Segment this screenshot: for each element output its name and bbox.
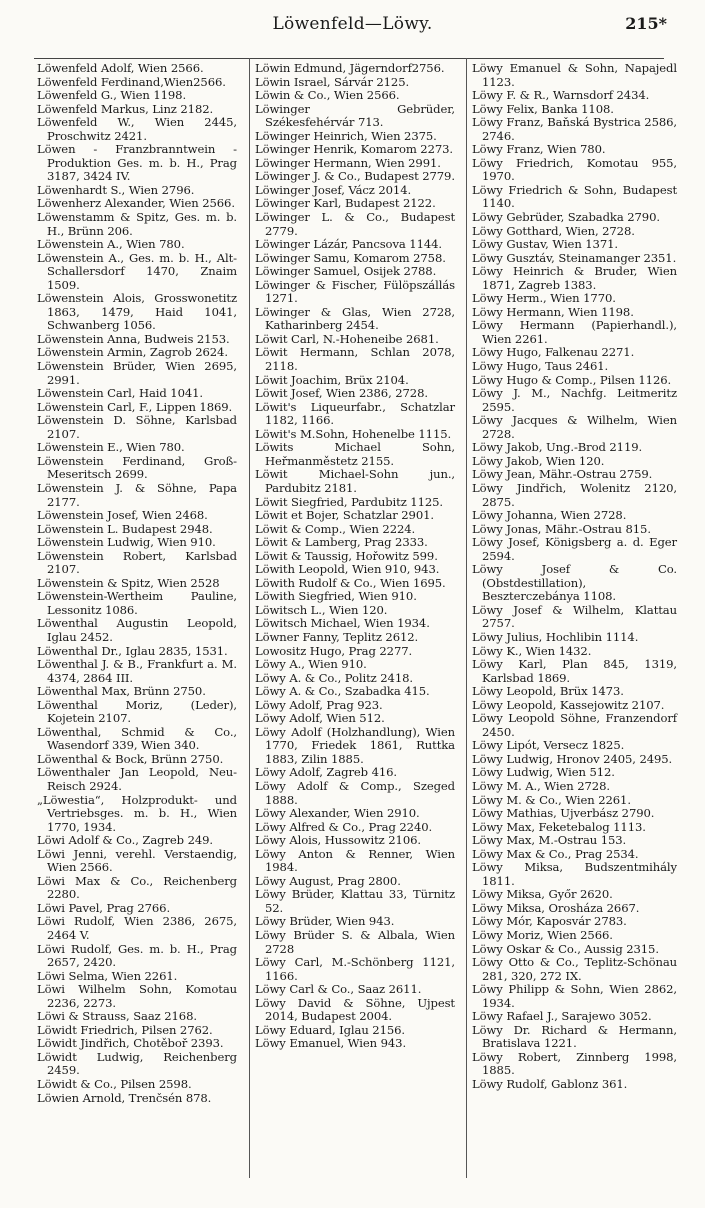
directory-entry: Löwenthal Max, Brünn 2750.	[37, 684, 206, 699]
directory-entry: Löwy Carl & Co., Saaz 2611.	[255, 982, 422, 997]
directory-entry: Löwenthal Augustin Leopold, Iglau 2452.	[37, 616, 237, 644]
directory-entry: Löwenstein Carl, Haid 1041.	[37, 386, 203, 401]
directory-entry: Löwit Josef, Wien 2386, 2728.	[255, 386, 428, 401]
directory-entry: Löwy Adolf, Wien 512.	[255, 711, 385, 726]
directory-entry: Löwy Miksa, Győr 2620.	[472, 887, 613, 902]
page-title: Löwenfeld—Löwy.	[272, 14, 433, 34]
directory-entry: Löwinger & Glas, Wien 2728, Katharinberg 2454.	[255, 304, 455, 333]
directory-entry: Löwenthal J. & B., Frankfurt a. M. 4374, 2864 III.	[37, 657, 237, 685]
directory-entry: Löwy Robert, Zinnberg 1998, 1885.	[472, 1049, 677, 1078]
column-divider	[466, 58, 467, 1178]
directory-column-1	[37, 62, 237, 1105]
directory-entry: Löwit & Lamberg, Prag 2333.	[255, 535, 428, 550]
directory-entry: Löwy Alfred & Co., Prag 2240.	[255, 819, 433, 834]
directory-entry: Löwenfeld W., Wien 2445, Proschwitz 2421.	[37, 115, 237, 143]
directory-entry: Löwinger Samu, Komarom 2758.	[255, 250, 446, 265]
directory-entry: Löwy Ludwig, Hronov 2405, 2495.	[472, 751, 673, 766]
directory-entry: Löwenfeld Ferdinand,Wien2566.	[37, 74, 226, 89]
directory-entry: Löwit's Liqueurfabr., Schatzlar 1182, 1166.	[255, 399, 455, 428]
directory-entry: Löwen - Franzbranntwein - Produktion Ges. m. b. H., Prag 3187, 3424 IV.	[37, 142, 237, 184]
directory-entry: Löwinger Karl, Budapest 2122.	[255, 196, 436, 211]
directory-entry: Löwy Jacques & Wilhelm, Wien 2728.	[472, 413, 677, 441]
directory-entry: Löwy Miksa, Budszentmihály 1811.	[472, 860, 677, 888]
directory-entry: Löwy Karl, Plan 845, 1319, Karlsbad 1869.	[472, 657, 677, 685]
directory-entry: Löwi Rudolf, Wien 2386, 2675, 2464 V.	[37, 914, 237, 942]
directory-entry: Löwin Israel, Sárvár 2125.	[255, 74, 410, 89]
directory-entry: Löwin Edmund, Jägerndorf2756.	[255, 61, 445, 75]
directory-entry: Löwy M. & Co., Wien 2261.	[472, 792, 631, 807]
directory-entry: Löwy Hermann (Papierhandl.), Wien 2261.	[472, 318, 677, 346]
directory-entry: Löwy Brüder, Klattau 33, Türnitz 52.	[255, 887, 455, 915]
directory-entry: Löwy Felix, Banka 1108.	[472, 101, 614, 116]
directory-entry: Löwenthal, Schmid & Co., Wasendorf 339, Wien 340.	[37, 724, 237, 753]
directory-entry: Löwy Johanna, Wien 2728.	[472, 508, 627, 523]
directory-entry: Löwidt Friedrich, Pilsen 2762.	[37, 1022, 213, 1037]
directory-entry: Löwy Hermann, Wien 1198.	[472, 304, 634, 319]
directory-entry: Löwenthal & Bock, Brünn 2750.	[37, 751, 224, 766]
directory-entry: Löwenthal Moriz, (Leder), Kojetein 2107.	[37, 697, 237, 726]
directory-entry: Löwy Gotthard, Wien, 2728.	[472, 223, 635, 238]
directory-entry: Löwenstein L. Budapest 2948.	[37, 521, 213, 536]
directory-entry: Löwy Franz, Baňská Bystrica 2586, 2746.	[472, 115, 677, 143]
directory-entry: Löwy Emanuel & Sohn, Napajedl 1123.	[472, 61, 677, 89]
directory-entry: Löwy Max, Feketebalog 1113.	[472, 819, 646, 834]
directory-entry: Löwy Friedrich, Komotau 955, 1970.	[472, 155, 677, 184]
directory-entry: Löwenstein A., Wien 780.	[37, 237, 185, 252]
directory-entry: Löwin & Co., Wien 2566.	[255, 88, 400, 103]
directory-entry: Löwy A. & Co., Politz 2418.	[255, 670, 413, 685]
directory-entry: Löwy Miksa, Orosháza 2667.	[472, 900, 640, 915]
directory-entry: Löwy K., Wien 1432.	[472, 643, 592, 658]
directory-entry: Löwi Jenni, verehl. Verstaendig, Wien 2566.	[37, 846, 237, 875]
directory-entry: Löwy Josef, Königsberg a. d. Eger 2594.	[472, 535, 677, 563]
directory-entry: Löwenthaler Jan Leopold, Neu-Reisch 2924.	[37, 765, 237, 793]
directory-entry: Löwy Hugo & Comp., Pilsen 1126.	[472, 372, 672, 387]
directory-entry: Löwy J. M., Nachfg. Leitmeritz 2595.	[472, 386, 677, 414]
directory-entry: Löwy Brüder S. & Albala, Wien 2728	[255, 928, 455, 956]
directory-entry: Löwy Heinrich & Bruder, Wien 1871, Zagreb 1383.	[472, 264, 677, 292]
directory-entry: Löwi Rudolf, Ges. m. b. H., Prag 2657, 2420.	[37, 941, 237, 970]
directory-entry: Löwenstein Ludwig, Wien 910.	[37, 535, 216, 550]
directory-entry: Löwenstamm & Spitz, Ges. m. b. H., Brünn 206.	[37, 210, 237, 238]
directory-entry: Löwenfeld Markus, Linz 2182.	[37, 101, 214, 116]
directory-column-3	[472, 62, 677, 1092]
directory-entry: Löwi Max & Co., Reichenberg 2280.	[37, 873, 237, 902]
directory-entry: Löwy Adolf & Comp., Szeged 1888.	[255, 778, 455, 807]
directory-column-2	[255, 62, 455, 1051]
directory-entry: Löwy Oskar & Co., Aussig 2315.	[472, 941, 659, 956]
directory-entry: Löwi Selma, Wien 2261.	[37, 968, 178, 983]
directory-entry: Löwenfeld Adolf, Wien 2566.	[37, 61, 204, 75]
directory-entry: Löwinger Hermann, Wien 2991.	[255, 155, 441, 170]
directory-entry: Löwenstein & Spitz, Wien 2528	[37, 575, 220, 590]
directory-entry: Löwenstein D. Söhne, Karlsbad 2107.	[37, 413, 237, 441]
directory-entry: Löwy Brüder, Wien 943.	[255, 914, 395, 929]
directory-entry: Löwy Alois, Hussowitz 2106.	[255, 833, 421, 848]
directory-entry: Löwitsch Michael, Wien 1934.	[255, 616, 430, 631]
directory-entry: Löwinger Josef, Vácz 2014.	[255, 182, 412, 197]
directory-entry: Löwy Jindřich, Wolenitz 2120, 2875.	[472, 480, 677, 509]
directory-entry: Löwy Jean, Mähr.-Ostrau 2759.	[472, 467, 653, 482]
directory-entry: Löwy Eduard, Iglau 2156.	[255, 1022, 406, 1037]
directory-entry: Löwy Leopold, Kassejowitz 2107.	[472, 697, 665, 712]
directory-entry: Löwenstein Brüder, Wien 2695, 2991.	[37, 359, 237, 387]
directory-entry: Löwinger Lázár, Pancsova 1144.	[255, 237, 442, 252]
directory-entry: Löwy Alexander, Wien 2910.	[255, 806, 420, 821]
directory-entry: Löwinger & Fischer, Fülöpszállás 1271.	[255, 277, 455, 306]
directory-entry: Löwenstein A., Ges. m. b. H., Alt-Schallersdorf 1470, Znaim 1509.	[37, 250, 237, 292]
directory-entry: Löwy Philipp & Sohn, Wien 2862, 1934.	[472, 982, 677, 1010]
directory-entry: Löwit & Comp., Wien 2224.	[255, 521, 416, 536]
directory-entry: Löwy Jakob, Ung.-Brod 2119.	[472, 440, 643, 455]
directory-entry: Löwinger J. & Co., Budapest 2779.	[255, 169, 455, 184]
directory-entry: Löwenstein Robert, Karlsbad 2107.	[37, 548, 237, 577]
directory-entry: Löwit Hermann, Schlan 2078, 2118.	[255, 345, 455, 374]
directory-entry: Löwy F. & R., Warnsdorf 2434.	[472, 88, 650, 103]
directory-entry: Löwy Anton & Renner, Wien 1984.	[255, 846, 455, 875]
directory-entry: Löwner Fanny, Teplitz 2612.	[255, 629, 419, 644]
directory-entry: Löwi Pavel, Prag 2766.	[37, 900, 171, 915]
directory-entry: Löwy A., Wien 910.	[255, 657, 367, 672]
directory-entry: Löwy Julius, Hochlibin 1114.	[472, 629, 639, 644]
directory-entry: Löwenstein Alois, Grosswonetitz 1863, 1479, Haid 1041, Schwanberg 1056.	[37, 291, 237, 333]
directory-entry: Löwy Adolf (Holzhandlung), Wien 1770, Friedek 1861, Ruttka 1883, Zilin 1885.	[255, 724, 455, 766]
directory-entry: Löwien Arnold, Trenčsén 878.	[37, 1090, 212, 1105]
directory-entry: Löwy Dr. Richard & Hermann, Bratislava 1221.	[472, 1022, 677, 1051]
directory-entry: Löwidt Jindřich, Chotěboř 2393.	[37, 1036, 224, 1051]
directory-entry: Löwenstein-Wertheim Pauline, Lessonitz 1086.	[37, 589, 237, 617]
page-header	[0, 14, 705, 40]
directory-entry: Löwy Emanuel, Wien 943.	[255, 1036, 407, 1051]
header-rule	[34, 58, 664, 59]
directory-entry: Löwy Josef & Co. (Obstdestillation), Beszterczebánya 1108.	[472, 562, 677, 604]
directory-entry: Löwits Michael Sohn, Heřmanměstetz 2155.	[255, 440, 455, 468]
directory-entry: Löwenstein Anna, Budweis 2153.	[37, 331, 230, 346]
directory-entry: Löwenhardt S., Wien 2796.	[37, 182, 195, 197]
directory-entry: Löwidt Ludwig, Reichenberg 2459.	[37, 1049, 237, 1078]
directory-entry: Löwit et Bojer, Schatzlar 2901.	[255, 508, 434, 523]
directory-entry: Löwy Rudolf, Gablonz 361.	[472, 1077, 628, 1092]
directory-entry: Löwinger Heinrich, Wien 2375.	[255, 128, 437, 143]
directory-entry: Löwenstein E., Wien 780.	[37, 440, 185, 455]
directory-entry: Löwit Joachim, Brüx 2104.	[255, 372, 409, 387]
directory-entry: Löwy Leopold, Brüx 1473.	[472, 684, 624, 699]
directory-entry: Löwith Rudolf & Co., Wien 1695.	[255, 575, 446, 590]
directory-entry: Löwy August, Prag 2800.	[255, 873, 401, 888]
directory-entry: Löwinger Henrik, Komarom 2273.	[255, 142, 453, 157]
directory-entry: Löwenherz Alexander, Wien 2566.	[37, 196, 235, 211]
directory-entry: Löwy Hugo, Falkenau 2271.	[472, 345, 635, 360]
directory-entry: Löwit Carl, N.-Hoheneibe 2681.	[255, 331, 439, 346]
directory-entry: Löwy Josef & Wilhelm, Klattau 2757.	[472, 602, 677, 631]
directory-entry: Löwy Hugo, Taus 2461.	[472, 359, 609, 374]
directory-entry: Löwenstein J. & Söhne, Papa 2177.	[37, 480, 237, 509]
directory-entry: Löwy Mathias, Ujverbász 2790.	[472, 806, 655, 821]
directory-entry: Löwith Leopold, Wien 910, 943.	[255, 562, 440, 577]
directory-entry: Löwy Otto & Co., Teplitz-Schönau 281, 320, 272 IX.	[472, 955, 677, 983]
directory-entry: Löwy Jonas, Mähr.-Ostrau 815.	[472, 521, 651, 536]
directory-entry: Löwy Gustav, Wien 1371.	[472, 237, 618, 252]
directory-entry: Löwy Ludwig, Wien 512.	[472, 765, 615, 780]
directory-entry: Löwy Gebrüder, Szabadka 2790.	[472, 210, 660, 225]
column-divider	[249, 58, 250, 1178]
directory-entry: Löwy Gusztáv, Steinamanger 2351.	[472, 250, 677, 265]
directory-entry: Löwenthal Dr., Iglau 2835, 1531.	[37, 643, 228, 658]
directory-entry: Löwy Moriz, Wien 2566.	[472, 928, 613, 942]
directory-entry: Löwy Max, M.-Ostrau 153.	[472, 833, 627, 848]
directory-entry: Löwy Leopold Söhne, Franzendorf 2450.	[472, 711, 677, 739]
directory-entry: Löwenstein Armin, Zagrob 2624.	[37, 345, 228, 360]
directory-entry: Löwy A. & Co., Szabadka 415.	[255, 684, 430, 699]
directory-entry: Löwy Friedrich & Sohn, Budapest 1140.	[472, 182, 677, 211]
directory-entry: Löwith Siegfried, Wien 910.	[255, 589, 417, 604]
directory-entry: Löwy M. A., Wien 2728.	[472, 778, 610, 793]
directory-entry: Löwi Adolf & Co., Zagreb 249.	[37, 833, 213, 848]
directory-entry: Löwy Adolf, Zagreb 416.	[255, 765, 397, 780]
directory-entry: Löwy Lipót, Versecz 1825.	[472, 738, 625, 753]
directory-entry: Löwitsch L., Wien 120.	[255, 602, 388, 617]
directory-entry: Löwy Rafael J., Sarajewo 3052.	[472, 1009, 652, 1024]
directory-entry: Löwenstein Ferdinand, Groß-Meseritsch 2699.	[37, 453, 237, 482]
directory-entry: Löwy Franz, Wien 780.	[472, 142, 606, 157]
directory-entry: Löwy Herm., Wien 1770.	[472, 291, 616, 306]
directory-entry: Löwy Jakob, Wien 120.	[472, 453, 605, 468]
directory-entry: Löwy David & Söhne, Ujpest 2014, Budapest 2004.	[255, 995, 455, 1024]
directory-entry: Löwy Mór, Kaposvár 2783.	[472, 914, 627, 929]
directory-entry: Löwinger L. & Co., Budapest 2779.	[255, 210, 455, 238]
directory-entry: Löwit Siegfried, Pardubitz 1125.	[255, 494, 443, 509]
directory-entry: Löwi & Strauss, Saaz 2168.	[37, 1009, 197, 1024]
directory-entry: Löwi Wilhelm Sohn, Komotau 2236, 2273.	[37, 982, 237, 1010]
directory-entry: Lowositz Hugo, Prag 2277.	[255, 643, 413, 658]
directory-entry: Löwit Michael-Sohn jun., Pardubitz 2181.	[255, 467, 455, 495]
directory-entry: Löwenstein Carl, F., Lippen 1869.	[37, 399, 233, 414]
directory-entry: Löwy Adolf, Prag 923.	[255, 697, 383, 712]
directory-entry: Löwenfeld G., Wien 1198.	[37, 88, 187, 103]
directory-entry: Löwidt & Co., Pilsen 2598.	[37, 1077, 192, 1092]
directory-entry: Löwinger Gebrüder, Székesfehérvár 713.	[255, 101, 455, 130]
directory-entry: Löwy Carl, M.-Schönberg 1121, 1166.	[255, 955, 455, 983]
page-number: 215*	[625, 14, 667, 33]
directory-entry: Löwy Max & Co., Prag 2534.	[472, 846, 639, 861]
directory-entry: Löwenstein Josef, Wien 2468.	[37, 508, 208, 523]
directory-entry: Löwinger Samuel, Osijek 2788.	[255, 264, 437, 279]
directory-entry: „Löwestia“, Holzprodukt- und Vertriebsges. m. b. H., Wien 1770, 1934.	[37, 792, 237, 834]
directory-entry: Löwit's M.Sohn, Hohenelbe 1115.	[255, 426, 452, 441]
directory-entry: Löwit & Taussig, Hořowitz 599.	[255, 548, 438, 563]
